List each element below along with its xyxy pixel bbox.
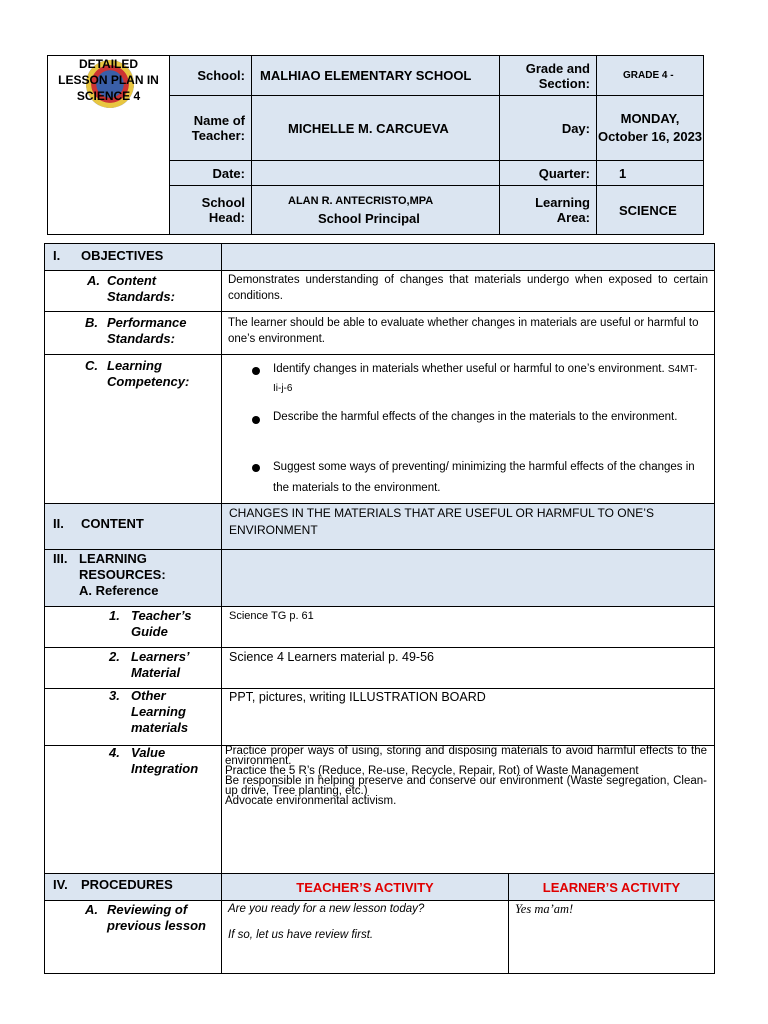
content-header-cell — [44, 503, 222, 550]
resource-item-1-cell — [44, 606, 222, 648]
content-title: CONTENT — [81, 516, 144, 531]
learner-activity-header — [508, 873, 715, 901]
value-line-2: Practice the 5 R’s (Reduce, Re-use, Recycle, Repair, Rot) of Waste Management — [225, 765, 639, 777]
reviewing-cell — [44, 900, 222, 974]
bullet-icon — [252, 464, 260, 472]
resource-item-3-num: 3. — [109, 688, 120, 703]
content-standards-cell — [44, 270, 222, 312]
procedures-roman: IV. — [53, 877, 68, 892]
learning-competency-title: Learning Competency: — [107, 358, 190, 389]
learner-line-1: Yes ma’am! — [515, 902, 574, 916]
resource-item-3-cell — [44, 688, 222, 746]
teacher-line-1: Are you ready for a new lesson today? — [228, 903, 425, 915]
objectives-roman: I. — [53, 248, 61, 263]
doc-label-1: DETAILED — [78, 57, 139, 71]
reviewing-title: Reviewing of previous lesson — [107, 902, 206, 933]
content-standards-text: Demonstrates understanding of changes that materials undergo when exposed to certain conditions. — [221, 270, 715, 312]
performance-standards-text: The learner should be able to evaluate whether changes in materials are useful or harmful to one’s environment. — [221, 311, 715, 355]
performance-standards-cell — [44, 311, 222, 355]
school-value: MALHIAO ELEMENTARY SCHOOL — [251, 55, 500, 96]
learner-activity-cell — [508, 900, 715, 974]
resource-item-1-text: Science TG p. 61 — [221, 606, 715, 648]
competency-item-2: Describe the harmful effects of the changes in the materials to the environment. — [273, 411, 678, 423]
resources-header-blank — [221, 549, 715, 607]
learner-activity-label: LEARNER’S ACTIVITY — [542, 879, 681, 895]
value-line-1: Practice proper ways of using, storing and disposing materials to avoid harmful effects to the environment. — [225, 745, 707, 767]
resource-item-4-title: Value Integration — [131, 745, 199, 776]
learning-competency-letter: C. — [85, 358, 98, 373]
resource-item-3-title: Other Learning materials — [131, 688, 189, 735]
head-value — [251, 185, 500, 235]
grade-value: GRADE 4 - — [596, 55, 704, 96]
day-value-date: October 16, 2023 — [597, 129, 703, 144]
doc-label-3: SCIENCE 4 — [76, 89, 141, 103]
procedures-title: PROCEDURES — [81, 877, 173, 892]
teacher-activity-cell — [221, 900, 509, 974]
resources-header-cell — [44, 549, 222, 607]
competency-item-1 — [273, 360, 703, 398]
bullet-icon — [252, 367, 260, 375]
teacher-activity-label: TEACHER’S ACTIVITY — [296, 879, 434, 895]
day-label: Day: — [499, 95, 597, 161]
doc-title-cell — [48, 56, 169, 234]
head-name: ALAN R. ANTECRISTO,MPA — [288, 195, 434, 207]
resources-reference: A. Reference — [79, 583, 159, 598]
resource-item-2-num: 2. — [109, 649, 120, 664]
resource-item-4-num: 4. — [109, 745, 120, 760]
teacher-activity-header — [221, 873, 509, 901]
resource-item-4-cell — [44, 745, 222, 874]
resources-title-1: LEARNING — [79, 551, 147, 566]
quarter-value: 1 — [596, 160, 704, 186]
head-title: School Principal — [318, 211, 420, 226]
learning-competency-list — [221, 354, 715, 504]
content-standards-letter: A. — [87, 273, 100, 288]
bullet-icon — [252, 416, 260, 424]
day-value — [596, 95, 704, 161]
resource-item-2-cell — [44, 647, 222, 689]
resources-roman: III. — [53, 551, 68, 566]
quarter-label: Quarter: — [499, 160, 597, 186]
objectives-header-cell — [44, 243, 222, 271]
competency-item-3: Suggest some ways of preventing/ minimizing the harmful effects of the changes in the materials to the environment. — [273, 461, 695, 494]
resource-item-3-text: PPT, pictures, writing ILLUSTRATION BOARD — [221, 688, 715, 746]
value-line-4: Advocate environmental activism. — [225, 795, 397, 807]
value-line-3: Be responsible in helping preserve and conserve our environment (Waste segregation, Clean-up drive, Tree planting, etc.) — [225, 775, 707, 797]
resource-item-1-title: Teacher’s Guide — [131, 608, 192, 639]
resources-title-2: RESOURCES: — [79, 567, 166, 582]
area-label: Learning Area: — [499, 185, 597, 235]
teacher-value: MICHELLE M. CARCUEVA — [251, 95, 500, 161]
doc-label-2: LESSON PLAN IN — [58, 73, 159, 87]
procedures-header-cell — [44, 873, 222, 901]
value-integration-text — [221, 745, 715, 874]
learning-competency-cell — [44, 354, 222, 504]
objectives-title: OBJECTIVES — [81, 248, 164, 263]
teacher-line-2: If so, let us have review first. — [228, 929, 374, 941]
objectives-header-blank — [221, 243, 715, 271]
content-standards-title: Content Standards: — [107, 273, 175, 304]
performance-standards-title: Performance Standards: — [107, 315, 187, 346]
area-value: SCIENCE — [596, 185, 704, 235]
competency-item-1-text: Identify changes in materials whether useful or harmful to one’s environment. — [273, 363, 665, 375]
resource-item-2-title: Learners’ Material — [131, 649, 190, 680]
resource-item-1-num: 1. — [109, 608, 120, 623]
head-label: School Head: — [169, 185, 252, 235]
competency-code: S4MT-Ii-j-6 — [273, 364, 698, 394]
performance-standards-letter: B. — [85, 315, 98, 330]
school-label: School: — [169, 55, 252, 96]
content-roman: II. — [53, 516, 64, 531]
resource-item-2-text: Science 4 Learners material p. 49-56 — [221, 647, 715, 689]
day-value-weekday: MONDAY, — [620, 111, 680, 126]
date-value — [251, 160, 500, 186]
content-text: CHANGES IN THE MATERIALS THAT ARE USEFUL OR HARMFUL TO ONE’S ENVIRONMENT — [221, 503, 715, 550]
grade-label: Grade and Section: — [499, 55, 597, 96]
reviewing-letter: A. — [85, 902, 98, 917]
date-label: Date: — [169, 160, 252, 186]
teacher-label: Name of Teacher: — [169, 95, 252, 161]
